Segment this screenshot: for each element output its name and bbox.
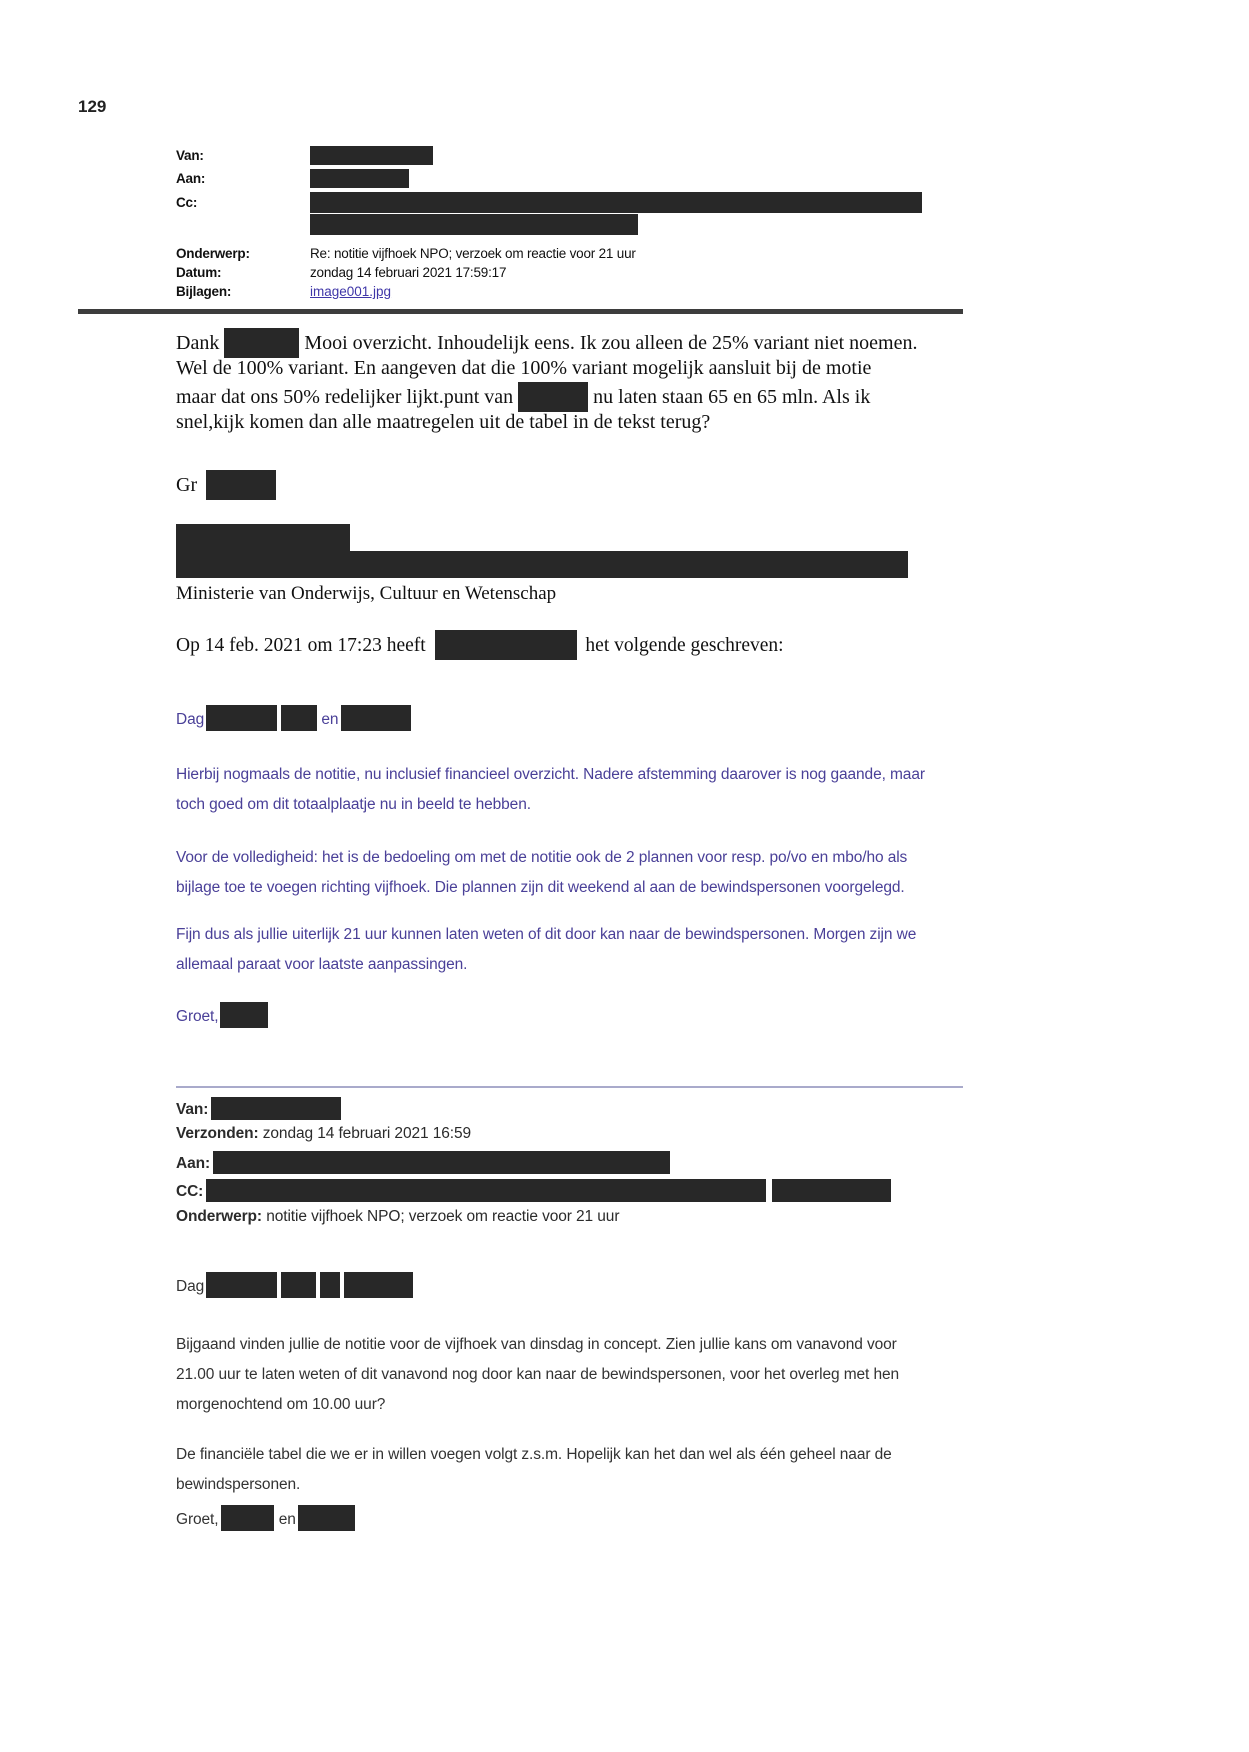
header2-sent-value: zondag 14 februari 2021 16:59	[262, 1125, 472, 1142]
email3-conjunction: en	[278, 1511, 296, 1528]
header1-attachments-label: Bijlagen:	[176, 284, 232, 299]
email1-closing	[176, 470, 276, 500]
email3-paragraph2	[176, 1440, 892, 1500]
attachment-link[interactable]: image001.jpg	[310, 284, 392, 299]
redaction-to-value	[310, 169, 409, 188]
redaction-recipient-4	[206, 1272, 277, 1298]
header1-from-label: Van:	[176, 148, 204, 163]
email1-body-line3	[176, 382, 870, 412]
email1-line3-post: nu laten staan 65 en 65 mln. Als ik	[593, 386, 871, 408]
redaction-recipient-1	[206, 705, 277, 731]
email2-p2-line2: bijlage toe te voegen richting vijfhoek. Die plannen zijn dit weekend al aan de bewindspersonen voorgelegd.	[176, 879, 905, 896]
header1-date-label: Datum:	[176, 265, 222, 280]
quoted-mail-divider	[176, 1086, 963, 1088]
email1-body-line1	[176, 328, 917, 358]
email3-paragraph1	[176, 1330, 899, 1420]
email2-closing: Groet,	[176, 1008, 219, 1025]
email2-greeting: Dag	[176, 711, 205, 728]
header2-to-row	[176, 1151, 670, 1174]
email2-p1-line1: Hierbij nogmaals de notitie, nu inclusief financieel overzicht. Nadere afstemming daarover is nog gaande, maar	[176, 766, 925, 783]
email2-conjunction: en	[321, 711, 339, 728]
email3-p1-line1: Bijgaand vinden jullie de notitie voor de vijfhoek van dinsdag in concept. Zien jullie kans om vanavond voor	[176, 1336, 897, 1353]
redaction-cc2-value-1	[206, 1179, 766, 1202]
email3-p2-line1: De financiële tabel die we er in willen voegen volgt z.s.m. Hopelijk kan het dan wel als één geheel naar de	[176, 1446, 892, 1463]
email3-closing: Groet,	[176, 1511, 219, 1528]
redaction-recipient-7	[344, 1272, 413, 1298]
header2-from-label: Van:	[176, 1101, 209, 1118]
email2-closing-line	[176, 1002, 268, 1032]
redaction-name-inline-1	[224, 328, 299, 358]
header1-cc-label: Cc:	[176, 195, 198, 210]
redaction-signature-block-2	[176, 551, 908, 578]
redaction-name-inline-2	[518, 382, 588, 412]
redaction-from2-value	[211, 1097, 341, 1120]
header2-sent-row	[176, 1125, 471, 1143]
email3-greeting: Dag	[176, 1278, 205, 1295]
redaction-to2-value	[213, 1151, 670, 1174]
email2-p3-line1: Fijn dus als jullie uiterlijk 21 uur kunnen laten weten of dit door kan naar de bewindspersonen. Morgen zijn we	[176, 926, 917, 943]
header1-date-value: zondag 14 februari 2021 17:59:17	[310, 265, 507, 280]
organization-line: Ministerie van Onderwijs, Cultuur en Wetenschap	[176, 583, 557, 604]
redaction-recipient-2	[281, 705, 317, 731]
redaction-cc2-value-2	[772, 1179, 891, 1202]
email2-paragraph2	[176, 843, 907, 903]
quote-attribution-post: het volgende geschreven:	[585, 635, 784, 656]
redaction-signature-name	[206, 470, 276, 500]
header1-to-label: Aan:	[176, 171, 206, 186]
redaction-recipient-6	[320, 1272, 340, 1298]
header2-to-label: Aan:	[176, 1155, 211, 1172]
email2-paragraph3	[176, 920, 916, 980]
quote-attribution	[176, 630, 784, 660]
header2-cc-label: CC:	[176, 1183, 204, 1200]
header2-cc-row	[176, 1179, 891, 1202]
header-separator-rule	[78, 309, 963, 314]
header2-sent-label: Verzonden:	[176, 1125, 259, 1142]
redaction-recipient-5	[281, 1272, 316, 1298]
redaction-email3-signature-1	[221, 1505, 274, 1531]
email2-greeting-line	[176, 705, 411, 735]
header2-subject-row	[176, 1208, 619, 1226]
header2-subject-value: notitie vijfhoek NPO; verzoek om reactie voor 21 uur	[266, 1208, 620, 1225]
redaction-recipient-3	[341, 705, 411, 731]
email2-p3-line2: allemaal paraat voor laatste aanpassingen.	[176, 956, 468, 973]
email1-line3-pre: maar dat ons 50% redelijker lijkt.punt van	[176, 386, 514, 408]
email1-line1-post: Mooi overzicht. Inhoudelijk eens. Ik zou alleen de 25% variant niet noemen.	[304, 332, 918, 354]
redaction-email3-signature-2	[298, 1505, 355, 1531]
header2-from-row	[176, 1097, 341, 1120]
redaction-email2-signature	[220, 1002, 268, 1028]
quote-attribution-pre: Op 14 feb. 2021 om 17:23 heeft	[176, 635, 426, 656]
email3-p1-line3: morgenochtend om 10.00 uur?	[176, 1396, 386, 1413]
email3-greeting-line	[176, 1272, 413, 1302]
email3-closing-line	[176, 1505, 355, 1535]
page-number: 129	[78, 97, 107, 116]
email2-paragraph1	[176, 760, 925, 820]
email1-closing-text: Gr	[176, 474, 198, 496]
email1-body-line2: Wel de 100% variant. En aangeven dat die 100% variant mogelijk aansluit bij de motie	[176, 357, 872, 379]
redaction-signature-block-1	[176, 524, 350, 551]
email2-p2-line1: Voor de volledigheid: het is de bedoeling om met de notitie ook de 2 plannen voor resp. po/vo en mbo/ho als	[176, 849, 908, 866]
email3-p2-line2: bewindspersonen.	[176, 1476, 301, 1493]
redaction-sender-name	[435, 630, 577, 660]
email3-p1-line2: 21.00 uur te laten weten of dit vanavond nog door kan naar de bewindspersonen, voor het overleg met hen	[176, 1366, 900, 1383]
email2-p1-line2: toch goed om dit totaalplaatje nu in beeld te hebben.	[176, 796, 531, 813]
redaction-cc-value-2	[310, 214, 638, 235]
email1-line1-pre: Dank	[176, 332, 220, 354]
header1-subject-label: Onderwerp:	[176, 246, 250, 261]
email1-body-line4: snel,kijk komen dan alle maatregelen uit de tabel in de tekst terug?	[176, 411, 711, 433]
redaction-cc-value-1	[310, 192, 922, 213]
header1-subject-value: Re: notitie vijfhoek NPO; verzoek om reactie voor 21 uur	[310, 246, 636, 261]
header2-subject-label: Onderwerp:	[176, 1208, 262, 1225]
redaction-from-value	[310, 146, 433, 165]
